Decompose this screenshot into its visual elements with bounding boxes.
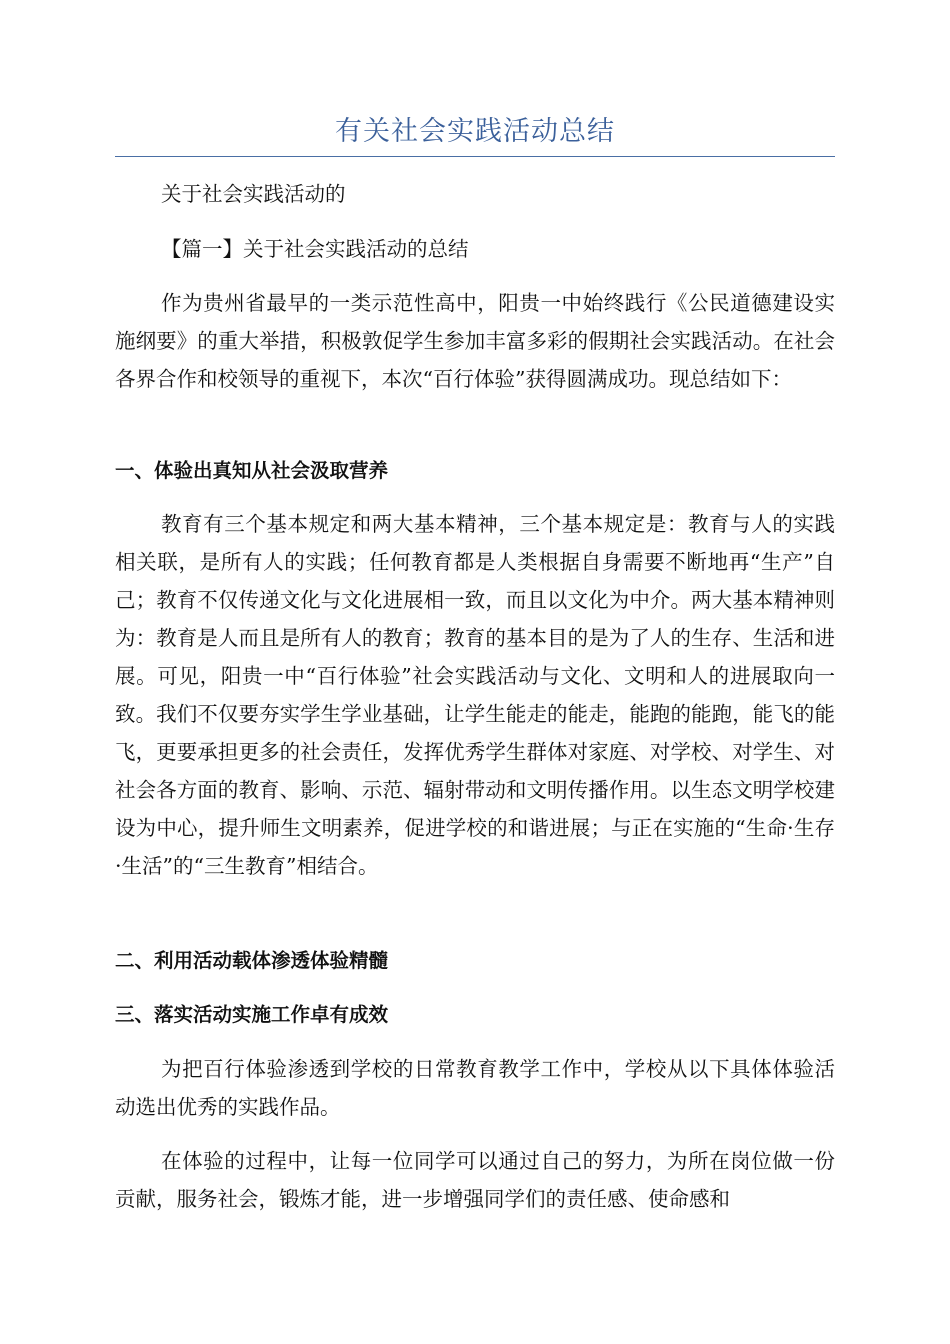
intro-text: 关于社会实践活动的 xyxy=(161,182,346,206)
paragraph-3 xyxy=(115,1050,835,1126)
paragraph-1-text: 作为贵州省最早的一类示范性高中，阳贵一中始终践行《公民道德建设实施纲要》的重大举措，积极敦促学生参加丰富多彩的假期社会实践活动。在社会各界合作和校领导的重视下，本次“百行体验”获得圆满成功。现总结如下： xyxy=(115,291,835,391)
paragraph-2 xyxy=(115,505,835,885)
paragraph-4-text: 在体验的过程中，让每一位同学可以通过自己的努力，为所在岗位做一份贡献，服务社会，锻炼才能，进一步增强同学们的责任感、使命感和 xyxy=(115,1149,835,1211)
document-title: 有关社会实践活动总结 xyxy=(335,116,615,147)
paragraph-3-text: 为把百行体验渗透到学校的日常教育教学工作中，学校从以下具体体验活动选出优秀的实践作品。 xyxy=(115,1057,835,1119)
paragraph-1 xyxy=(115,284,835,398)
section-heading-2: 二、利用活动载体渗透体验精髓 xyxy=(115,949,389,972)
subtitle-line xyxy=(115,230,835,268)
title-bar xyxy=(115,112,835,157)
intro-line xyxy=(115,175,835,213)
paragraph-2-text: 教育有三个基本规定和两大基本精神，三个基本规定是：教育与人的实践相关联，是所有人的实践；任何教育都是人类根据自身需要不断地再“生产”自己；教育不仅传递文化与文化进展相一致，而且以文化为中介。两大基本精神则为：教育是人而且是所有人的教育；教育的基本目的是为了人的生存、生活和进展。可见，阳贵一中“百行体验”社会实践活动与文化、文明和人的进展取向一致。我们不仅要夯实学生学业基础，让学生能走的能走，能跑的能跑，能飞的能飞，更要承担更多的社会责任，发挥优秀学生群体对家庭、对学校、对学生、对社会各方面的教育、影响、示范、辐射带动和文明传播作用。以生态文明学校建设为中心，提升师生文明素养，促进学校的和谐进展；与正在实施的“生命·生存·生活”的“三生教育”相结合。 xyxy=(115,512,835,878)
section-heading-1: 一、体验出真知从社会汲取营养 xyxy=(115,459,389,482)
paragraph-4 xyxy=(115,1142,835,1218)
section-heading-3: 三、落实活动实施工作卓有成效 xyxy=(115,1003,389,1026)
subtitle-text: 【篇一】关于社会实践活动的总结 xyxy=(161,237,469,261)
